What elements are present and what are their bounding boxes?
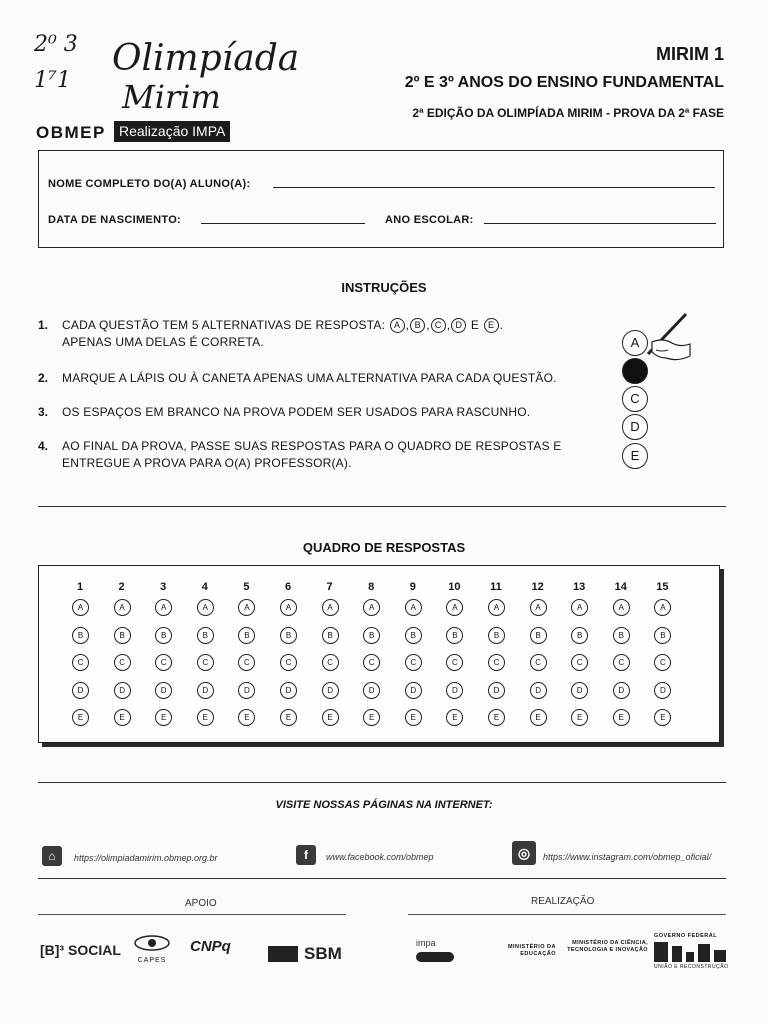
answer-bubble-q7-a[interactable]: A: [322, 599, 339, 616]
impa-logo: impa: [416, 938, 436, 948]
birth-field[interactable]: [201, 211, 365, 224]
answer-bubble-q14-a[interactable]: A: [613, 599, 630, 616]
inline-options: A , B , C , D: [389, 318, 468, 332]
impa-mark-icon: [416, 952, 454, 962]
answer-bubble-q8-d[interactable]: D: [363, 682, 380, 699]
answer-bubble-q15-c[interactable]: C: [654, 654, 671, 671]
answer-bubble-q13-b[interactable]: B: [571, 627, 588, 644]
answer-bubble-q1-a[interactable]: A: [72, 599, 89, 616]
answer-bubble-q2-e[interactable]: E: [114, 709, 131, 726]
obmep-logo: OBMEP: [36, 123, 106, 142]
answer-bubble-q3-a[interactable]: A: [155, 599, 172, 616]
logo-digits: [34, 34, 78, 92]
answer-bubble-q13-c[interactable]: C: [571, 654, 588, 671]
answer-bubble-q12-a[interactable]: A: [530, 599, 547, 616]
answer-bubble-q9-e[interactable]: E: [405, 709, 422, 726]
instruction-item: 1. CADA QUESTÃO TEM 5 ALTERNATIVAS DE RESPOSTA: A , B , C , D E E . APENAS UMA DELAS É CORRETA.: [38, 318, 504, 349]
answer-bubble-q15-a[interactable]: A: [654, 599, 671, 616]
instruction-text-line2: APENAS UMA DELAS É CORRETA.: [62, 335, 264, 349]
answer-bubble-q7-d[interactable]: D: [322, 682, 339, 699]
question-number: 7: [326, 581, 333, 593]
instruction-text: OS ESPAÇOS EM BRANCO NA PROVA PODEM SER USADOS PARA RASCUNHO.: [62, 405, 531, 419]
instruction-text-line2: ENTREGUE A PROVA PARA O(A) PROFESSOR(A).: [62, 456, 352, 470]
gov-federal-label: GOVERNO FEDERAL: [654, 933, 718, 939]
answer-bubble-q4-b[interactable]: B: [197, 627, 214, 644]
inline-option-b: B: [410, 318, 425, 333]
grades-subtitle: 2º E 3º ANOS DO ENSINO FUNDAMENTAL: [404, 74, 724, 91]
answer-bubble-q5-e[interactable]: E: [238, 709, 255, 726]
realizacao-impa-tag: Realização IMPA: [114, 121, 230, 142]
answer-bubble-q12-b[interactable]: B: [530, 627, 547, 644]
b3-social-logo: [B]³ SOCIAL: [40, 942, 121, 958]
example-bubble-a: A: [622, 330, 648, 356]
student-info-box: [38, 150, 724, 248]
answer-bubble-q10-a[interactable]: A: [446, 599, 463, 616]
capes-logo: [132, 934, 172, 964]
cnpq-logo: CNPq: [190, 938, 231, 955]
answer-bubble-q12-d[interactable]: D: [530, 682, 547, 699]
sbm-mark-icon: [268, 946, 298, 962]
answer-bubble-q14-d[interactable]: D: [613, 682, 630, 699]
example-bubble-d: D: [622, 414, 648, 440]
answer-bubble-q4-c[interactable]: C: [197, 654, 214, 671]
answer-bubble-q10-b[interactable]: B: [446, 627, 463, 644]
answer-bubble-q11-d[interactable]: D: [488, 682, 505, 699]
answer-bubble-q1-b[interactable]: B: [72, 627, 89, 644]
answer-bubble-q8-c[interactable]: C: [363, 654, 380, 671]
name-field[interactable]: [273, 175, 715, 188]
answer-bubble-q3-d[interactable]: D: [155, 682, 172, 699]
answer-bubble-q5-b[interactable]: B: [238, 627, 255, 644]
answer-bubble-q3-c[interactable]: C: [155, 654, 172, 671]
answer-bubble-q9-a[interactable]: A: [405, 599, 422, 616]
answer-bubble-q13-a[interactable]: A: [571, 599, 588, 616]
apoio-divider: [38, 914, 346, 915]
question-number: 2: [118, 581, 125, 593]
answer-bubble-q10-e[interactable]: E: [446, 709, 463, 726]
inline-option-d: D: [451, 318, 466, 333]
answer-bubble-q15-e[interactable]: E: [654, 709, 671, 726]
answer-bubble-q14-e[interactable]: E: [613, 709, 630, 726]
answer-bubble-q1-d[interactable]: D: [72, 682, 89, 699]
site-link[interactable]: https://olimpiadamirim.obmep.org.br: [74, 853, 218, 863]
question-number: 12: [531, 581, 544, 593]
instruction-item: [38, 438, 618, 478]
brasil-logo: [654, 942, 726, 962]
answer-bubble-q1-c[interactable]: C: [72, 654, 89, 671]
instruction-list: [38, 317, 618, 478]
answer-bubble-q11-e[interactable]: E: [488, 709, 505, 726]
instruction-text: MARQUE A LÁPIS OU À CANETA APENAS UMA ALTERNATIVA PARA CADA QUESTÃO.: [62, 371, 557, 385]
answer-bubble-q2-d[interactable]: D: [114, 682, 131, 699]
answer-bubble-q6-c[interactable]: C: [280, 654, 297, 671]
question-number: 8: [368, 581, 375, 593]
answer-bubble-q2-c[interactable]: C: [114, 654, 131, 671]
answer-bubble-q13-d[interactable]: D: [571, 682, 588, 699]
edition-subtitle: 2ª EDIÇÃO DA OLIMPÍADA MIRIM - PROVA DA 2ª FASE: [412, 106, 724, 120]
pencil-hand-icon: [630, 312, 692, 372]
question-number: 6: [284, 581, 292, 593]
instruction-number: 2.: [38, 371, 49, 385]
question-number: 15: [656, 581, 669, 593]
visite-title: VISITE NOSSAS PÁGINAS NA INTERNET:: [275, 799, 493, 811]
answer-bubble-q6-d[interactable]: D: [280, 682, 297, 699]
answer-bubble-q11-a[interactable]: A: [488, 599, 505, 616]
answer-bubble-q7-c[interactable]: C: [322, 654, 339, 671]
divider: [38, 506, 726, 507]
apoio-label: APOIO: [185, 898, 217, 909]
sbm-logo: SBM: [304, 944, 342, 963]
answer-bubble-q9-d[interactable]: D: [405, 682, 422, 699]
answer-bubble-q4-e[interactable]: E: [197, 709, 214, 726]
instruction-number: 3.: [38, 405, 49, 419]
brasil-mark-icon: [654, 942, 726, 962]
answer-bubble-q3-e[interactable]: E: [155, 709, 172, 726]
question-number: 9: [409, 581, 416, 593]
question-number: 14: [614, 581, 627, 593]
answer-bubble-q14-b[interactable]: B: [613, 627, 630, 644]
answer-bubble-q1-e[interactable]: E: [72, 709, 89, 726]
instructions-title: INSTRUÇÕES: [341, 280, 427, 295]
question-number: 10: [448, 581, 461, 593]
answer-bubble-q14-c[interactable]: C: [613, 654, 630, 671]
home-icon: ⌂: [42, 846, 62, 866]
example-bubble-c: C: [622, 386, 648, 412]
birth-label: DATA DE NASCIMENTO:: [48, 214, 182, 226]
question-number: 1: [76, 581, 84, 593]
instruction-number: 4.: [38, 439, 49, 453]
capes-eye-icon: [132, 934, 172, 952]
answer-bubble-q7-e[interactable]: E: [322, 709, 339, 726]
divider: [38, 782, 726, 783]
answer-bubble-q8-a[interactable]: A: [363, 599, 380, 616]
answer-bubble-q12-c[interactable]: C: [530, 654, 547, 671]
question-number: 3: [160, 581, 167, 593]
inline-option-a: A: [390, 318, 405, 333]
answer-bubble-q7-b[interactable]: B: [322, 627, 339, 644]
answer-bubble-q8-e[interactable]: E: [363, 709, 380, 726]
answer-bubble-q15-d[interactable]: D: [654, 682, 671, 699]
answer-bubble-q6-b[interactable]: B: [280, 627, 297, 644]
capes-label: CAPES: [137, 957, 167, 964]
answer-bubble-q13-e[interactable]: E: [571, 709, 588, 726]
realizacao-divider: [408, 914, 726, 915]
grade-field[interactable]: [484, 211, 716, 224]
inline-option-last: E: [484, 318, 499, 333]
instruction-item: [38, 404, 618, 438]
answer-bubble-q5-a[interactable]: A: [238, 599, 255, 616]
facebook-link[interactable]: www.facebook.com/obmep: [326, 852, 434, 862]
answer-bubble-q4-d[interactable]: D: [197, 682, 214, 699]
answer-grid: [38, 565, 720, 743]
answer-bubble-q15-b[interactable]: B: [654, 627, 671, 644]
question-number: 13: [573, 581, 586, 593]
logo-script-olimpiada: Olimpíada: [112, 38, 300, 79]
question-number: 5: [243, 581, 250, 593]
mcti-logo: MINISTÉRIO DA CIÊNCIA, TECNOLOGIA E INOVAÇÃO: [567, 940, 648, 953]
level-title: MIRIM 1: [655, 44, 724, 64]
realizacao-label: REALIZAÇÃO: [531, 896, 595, 907]
answers-title: QUADRO DE RESPOSTAS: [302, 540, 466, 555]
divider: [38, 878, 726, 879]
answer-bubble-q11-b[interactable]: B: [488, 627, 505, 644]
mec-logo: MINISTÉRIO DA EDUCAÇÃO: [507, 944, 556, 957]
answer-bubble-q5-c[interactable]: C: [238, 654, 255, 671]
answer-bubble-q2-a[interactable]: A: [114, 599, 131, 616]
instagram-icon: ◎: [512, 841, 536, 865]
instruction-text: AO FINAL DA PROVA, PASSE SUAS RESPOSTAS PARA O QUADRO DE RESPOSTAS E: [62, 439, 562, 453]
answer-bubble-q2-b[interactable]: B: [114, 627, 131, 644]
logo-digits-line1: 2⁰ 3: [34, 32, 78, 57]
answer-bubble-q10-c[interactable]: C: [446, 654, 463, 671]
name-label: NOME COMPLETO DO(A) ALUNO(A):: [48, 178, 251, 190]
answer-bubble-q8-b[interactable]: B: [363, 627, 380, 644]
grade-label: ANO ESCOLAR:: [385, 214, 474, 226]
facebook-icon: f: [296, 845, 316, 865]
logo-script-mirim: Mirim: [122, 78, 221, 116]
uniao-label: UNIÃO E RECONSTRUÇÃO: [654, 964, 729, 970]
instruction-text-end: E: [470, 318, 480, 332]
example-bubble-e: E: [622, 443, 648, 469]
answer-bubble-q4-a[interactable]: A: [197, 599, 214, 616]
answer-bubble-q9-c[interactable]: C: [405, 654, 422, 671]
answer-bubble-q11-c[interactable]: C: [488, 654, 505, 671]
answer-bubble-q9-b[interactable]: B: [405, 627, 422, 644]
inline-option-c: C: [431, 318, 446, 333]
instruction-text: CADA QUESTÃO TEM 5 ALTERNATIVAS DE RESPOSTA:: [62, 318, 386, 332]
answer-bubble-q12-e[interactable]: E: [530, 709, 547, 726]
logo-digits-line2: 1⁷1: [34, 68, 71, 93]
question-number: 4: [201, 581, 208, 593]
answer-bubble-q5-d[interactable]: D: [238, 682, 255, 699]
answer-bubble-q6-e[interactable]: E: [280, 709, 297, 726]
answer-bubble-q10-d[interactable]: D: [446, 682, 463, 699]
instruction-number: 1.: [38, 318, 49, 332]
question-number: 11: [490, 581, 502, 593]
answer-bubble-q6-a[interactable]: A: [280, 599, 297, 616]
instagram-link[interactable]: https://www.instagram.com/obmep_oficial/: [543, 852, 712, 862]
instruction-item: [38, 370, 618, 404]
answer-bubble-q3-b[interactable]: B: [155, 627, 172, 644]
